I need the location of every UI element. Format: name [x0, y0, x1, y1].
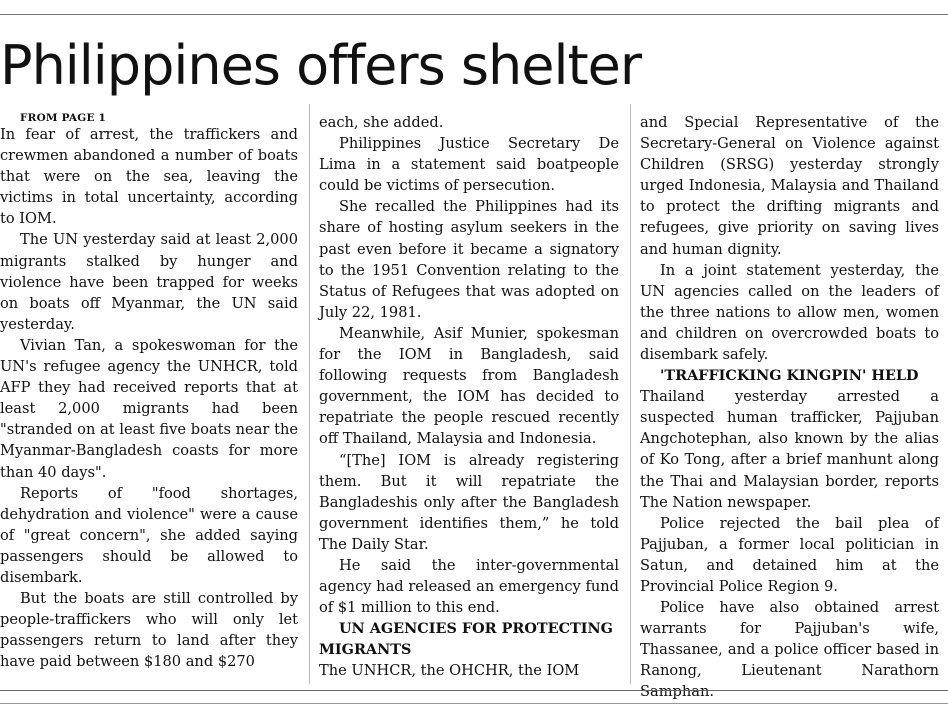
paragraph: each, she added. — [319, 114, 444, 131]
article-column-1 — [0, 112, 298, 672]
paragraph: Police have also obtained arrest warrants for Pajjuban's wife, Thassanee, and a police officer based in Ranong, Lieutenant Narathorn Samphan. — [640, 599, 939, 701]
paragraph: Reports of "food shortages, dehydration and violence" were a cause of "great concern", she added saying passengers should be allowed to disembark. — [0, 484, 298, 586]
paragraph: She recalled the Philippines had its share of hosting asylum seekers in the past even before it became a signatory to the 1951 Convention relating to the Status of Refugees that was adopted on July 22, 1981. — [319, 198, 619, 321]
top-rule — [0, 14, 948, 15]
paragraph: The UN yesterday said at least 2,000 migrants stalked by hunger and violence have been trapped for weeks on boats off Myanmar, the UN said yesterday. — [0, 231, 298, 333]
bottom-rule — [0, 703, 948, 704]
bottom-rule — [0, 690, 948, 691]
paragraph: Police rejected the bail plea of Pajjuban, a former local politician in Satun, and detained him at the Provincial Police Region 9. — [640, 514, 939, 595]
paragraph: But the boats are still controlled by people-traffickers who will only let passengers return to land after they have paid between $180 and $270 — [0, 590, 298, 671]
article-column-3 — [640, 112, 939, 703]
headline: Philippines offers shelter — [0, 34, 642, 97]
paragraph: and Special Representative of the Secretary-General on Violence against Children (SRSG) yesterday strongly urged Indonesia, Malaysia and Thailand to protect the drifting migrants and refugees, give priority on saving lives and human dignity. — [640, 114, 939, 258]
subhead-un-agencies: UN AGENCIES FOR PROTECTING MIGRANTS — [319, 620, 613, 659]
paragraph: In fear of arrest, the traffickers and crewmen abandoned a number of boats that were on the sea, leaving the victims in total uncertainty, according to IOM. — [0, 126, 298, 228]
paragraph: In a joint statement yesterday, the UN agencies called on the leaders of the three nations to allow men, women and children on overcrowded boats to disembark safely. — [640, 261, 939, 364]
article-column-2 — [319, 112, 619, 681]
paragraph: “[The] IOM is already registering them. But it will repatriate the Bangladeshis only after the Bangladesh government identifies them,” he told The Daily Star. — [319, 451, 619, 553]
paragraph: Thailand yesterday arrested a suspected human trafficker, Pajjuban Angchotephan, also known by the alias of Ko Tong, after a brief manhunt along the Thai and Malaysian border, reports The Nation newspaper. — [640, 388, 939, 511]
from-page-kicker: FROM PAGE 1 — [20, 112, 107, 124]
column-divider — [630, 104, 631, 684]
paragraph: Vivian Tan, a spokeswoman for the UN's refugee agency the UNHCR, told AFP they had received reports that at least 2,000 migrants had been "stranded on at least five boats near the Myanmar-Bangladesh coasts for more than 40 days". — [0, 336, 298, 481]
column-divider — [309, 104, 310, 684]
paragraph: He said the inter-governmental agency had released an emergency fund of $1 million to this end. — [319, 556, 619, 617]
subhead-trafficking-kingpin: 'TRAFFICKING KINGPIN' HELD — [660, 367, 919, 385]
paragraph: The UNHCR, the OHCHR, the IOM — [319, 662, 580, 680]
paragraph: Meanwhile, Asif Munier, spokesman for the IOM in Bangladesh, said following requests from Bangladesh government, the IOM has decided to repatriate the people rescued recently off Thailand, Malaysia and Indonesia. — [319, 324, 619, 448]
paragraph: Philippines Justice Secretary De Lima in a statement said boatpeople could be victims of persecution. — [319, 135, 619, 195]
